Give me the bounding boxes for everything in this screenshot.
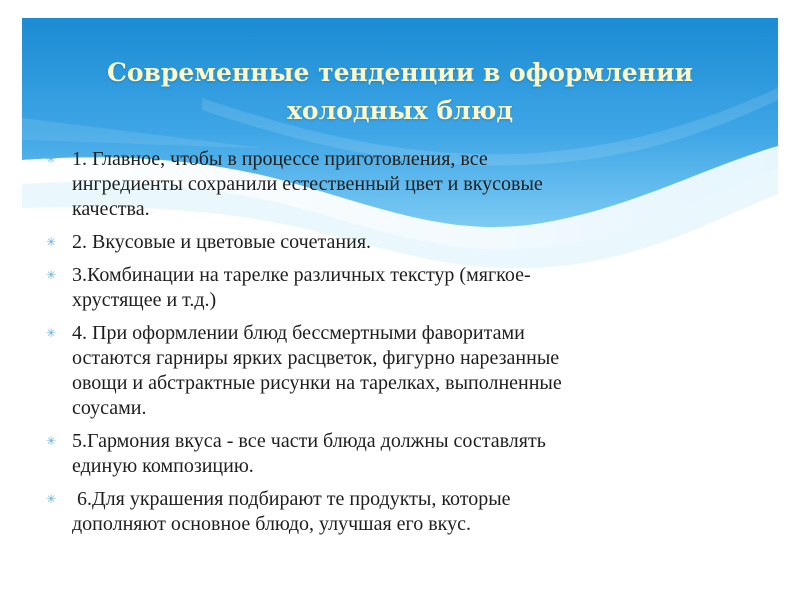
slide-title-line: холодных блюд (286, 96, 514, 125)
bullet-text-line: овощи и абстрактные рисунки на тарелках, выполненные (72, 372, 562, 394)
bullet-text-line: 5.Гармония вкуса - все части блюда должны составлять (72, 430, 546, 452)
bullet-text-line: дополняют основное блюдо, улучшая его вкус. (72, 513, 471, 535)
bullet-text-line: соусами. (72, 397, 147, 419)
bullet-item (46, 147, 736, 222)
asterisk-icon: ✳ (46, 235, 57, 249)
bullet-text-line: 2. Вкусовые и цветовые сочетания. (72, 231, 372, 253)
slide-frame (22, 18, 778, 580)
asterisk-icon: ✳ (46, 268, 57, 282)
bullet-text-line: ингредиенты сохранили естественный цвет и вкусовые (72, 173, 543, 195)
bullet-text-line: единую композицию. (72, 455, 254, 477)
bullet-text-line: 4. При оформлении блюд бессмертными фаворитами (72, 322, 525, 344)
bullet-item (46, 487, 736, 537)
bullet-text-line: 3.Комбинации на тарелке различных текстур (мягкое- (72, 264, 531, 286)
bullet-text-line: хрустящее и т.д.) (72, 289, 217, 311)
bullet-list (46, 147, 736, 545)
bullet-item (46, 429, 736, 479)
asterisk-icon: ✳ (46, 492, 57, 506)
bullet-text-line: качества. (72, 198, 150, 220)
bullet-text-line: остаются гарниры ярких расцветок, фигурно нарезанные (72, 347, 560, 369)
slide-title-line: Современные тенденции в оформлении (106, 58, 694, 87)
bullet-item (46, 321, 736, 421)
asterisk-icon: ✳ (46, 434, 57, 448)
asterisk-icon: ✳ (46, 152, 57, 166)
bullet-text-line: 6.Для украшения подбирают те продукты, которые (72, 488, 511, 510)
bullet-item (46, 230, 736, 255)
bullet-item (46, 263, 736, 313)
slide-title (22, 54, 778, 130)
bullet-text-line: 1. Главное, чтобы в процессе приготовления, все (72, 148, 488, 170)
asterisk-icon: ✳ (46, 326, 57, 340)
